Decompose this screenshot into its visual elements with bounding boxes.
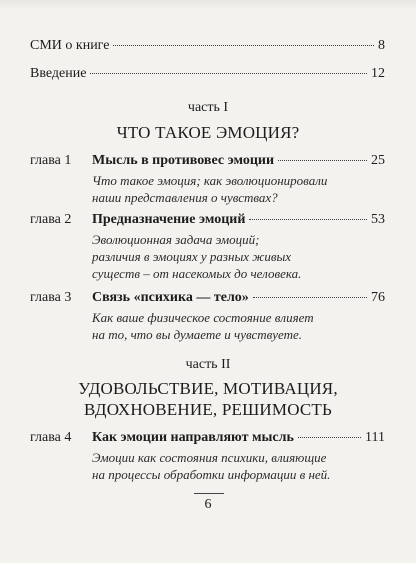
part-title — [0, 378, 416, 420]
chapter-label: глава 2 — [30, 212, 72, 227]
description-line: Как ваше физическое состояние влияет — [92, 310, 314, 325]
chapter-line — [92, 212, 385, 228]
footer-rule — [194, 493, 224, 494]
chapter-title: Предназначение эмоций — [92, 212, 246, 227]
chapter-line — [92, 153, 385, 169]
chapter-label: глава 3 — [30, 290, 72, 305]
toc-entry-page: 12 — [371, 66, 385, 81]
toc-entry-media[interactable] — [30, 38, 385, 54]
description-line: на то, что вы думаете и чувствуете. — [92, 327, 303, 342]
chapter-page: 53 — [371, 212, 385, 227]
chapter-page: 76 — [371, 290, 385, 305]
chapter-page: 25 — [371, 153, 385, 168]
part-label: часть II — [185, 357, 231, 372]
description-line: Что такое эмоция; как эволюционировали — [92, 173, 328, 188]
part-title-line: УДОВОЛЬСТВИЕ, МОТИВАЦИЯ, — [78, 379, 338, 398]
chapter-description — [92, 231, 385, 282]
chapter-page: 111 — [365, 430, 385, 445]
chapter-label: глава 1 — [30, 153, 72, 168]
leader-dots — [278, 159, 367, 161]
description-line: Эволюционная задача эмоций; — [92, 232, 260, 247]
leader-dots — [90, 72, 367, 74]
page-number: 6 — [204, 497, 212, 512]
page-edge — [0, 0, 416, 10]
description-line: на процессы обработки информации в ней. — [92, 467, 331, 482]
chapter-description — [92, 309, 385, 343]
toc-entry-page: 8 — [378, 38, 385, 53]
part-title-line: ЧТО ТАКОЕ ЭМОЦИЯ? — [116, 123, 300, 142]
part-label: часть I — [187, 100, 229, 115]
description-line: существ – от насекомых до человека. — [92, 266, 302, 281]
toc-entry-title: СМИ о книге — [30, 38, 110, 53]
description-line: Эмоции как состояния психики, влияющие — [92, 450, 327, 465]
toc-entry-title: Введение — [30, 66, 87, 81]
chapter-line — [92, 290, 385, 306]
chapter-description — [92, 172, 385, 206]
chapter-title: Мысль в противовес эмоции — [92, 153, 275, 168]
chapter-line — [92, 430, 385, 446]
toc-entry-introduction[interactable] — [30, 66, 385, 82]
leader-dots — [298, 436, 361, 438]
description-line: наши представления о чувствах? — [92, 190, 278, 205]
chapter-label: глава 4 — [30, 430, 72, 445]
chapter-description — [92, 449, 385, 483]
chapter-title: Как эмоции направляют мысль — [92, 430, 294, 445]
part-title — [0, 122, 416, 143]
part-title-line: ВДОХНОВЕНИЕ, РЕШИМОСТЬ — [84, 400, 332, 419]
leader-dots — [249, 218, 367, 220]
description-line: различия в эмоциях у разных живых — [92, 249, 292, 264]
leader-dots — [253, 296, 367, 298]
chapter-title: Связь «психика — тело» — [92, 290, 249, 305]
leader-dots — [113, 44, 374, 46]
